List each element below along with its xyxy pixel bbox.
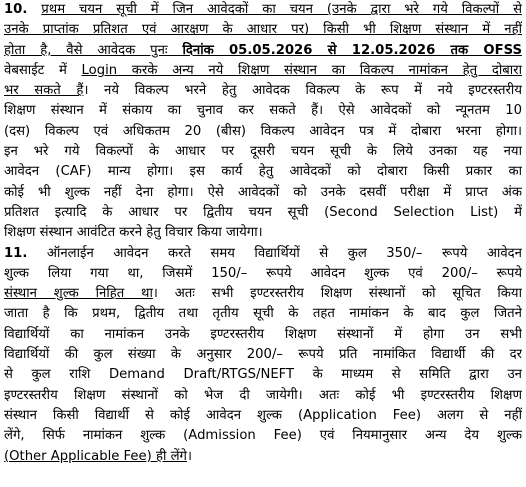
paragraph-11-line-8: इण्टरस्तरीय शिक्षण संस्थानों को भेज दी जायेगी। अतः कोई भी इण्टरस्तरीय शिक्षण xyxy=(4,387,522,403)
paragraph-10-number: 10. xyxy=(4,2,28,17)
paragraph-10-line-4 xyxy=(4,61,522,81)
paragraph-10-line-11: प्रतिशत इत्यादि के आधार पर द्वितीय चयन सूची (Second Selection List) में xyxy=(4,204,522,220)
paragraph-11-line-9: संस्थान किसी विद्यार्थी से कोई आवेदन शुल्क (Application Fee) अलग से नहीं xyxy=(4,407,522,423)
paragraph-11-text: संस्थान शुल्क निहित था xyxy=(4,286,153,302)
paragraph-11 xyxy=(4,244,522,467)
paragraph-10-line-3 xyxy=(4,41,522,61)
paragraph-10-text: वेबसाईट में xyxy=(4,62,82,78)
notice-document xyxy=(4,0,522,467)
paragraph-10-line-2: उनके प्राप्तांक प्रतिशत एवं आरक्षण के आधार पर) किसी भी शिक्षण संस्थान में नहीं xyxy=(4,22,522,38)
paragraph-10-text: । नये विकल्प भरने हेतु आवेदक विकल्प के रूप में नये इण्टरस्तरीय xyxy=(83,83,522,99)
paragraph-11-line-10: लेंगे, सिर्फ नामांकन शुल्क (Admission Fee) एवं नियमानुसार अन्य देय शुल्क xyxy=(4,428,522,444)
login-instruction: Login करके अन्य नये शिक्षण संस्थान का विकल्प नामांकन हेतु दोबारा xyxy=(81,62,522,78)
paragraph-10-line-12: शिक्षण संस्थान आवंटित करने हेतु विचार किया जायेगा। xyxy=(4,225,263,241)
paragraph-11-line-2: शुल्क लिया गया था, जिसमें 150/– रूपये आवेदन शुल्क एवं 200/– रूपये xyxy=(4,265,522,281)
paragraph-10-line-5 xyxy=(4,81,522,101)
paragraph-11-line-7: से कुल राशि Demand Draft/RTGS/NEFT के माध्यम से समिति द्वारा उन xyxy=(4,367,522,383)
date-range-highlight: दिनांक 05.05.2026 से 12.05.2026 तक OFSS xyxy=(182,42,522,58)
paragraph-11-number: 11. xyxy=(4,245,28,261)
paragraph-11-line-11 xyxy=(4,447,522,467)
paragraph-11-line-5: विद्यार्थियों का नामांकन उनके इण्टरस्तरीय शिक्षण संस्थानों में होगा उन सभी xyxy=(4,326,522,342)
paragraph-11-line-3 xyxy=(4,284,522,304)
paragraph-10-line-10: कोई भी शुल्क नहीं देना होगा। ऐसे आवेदकों को उनके दसवीं परीक्षा में प्राप्त अंक xyxy=(4,184,522,200)
paragraph-11-text: । अतः सभी इण्टरस्तरीय शिक्षण संस्थानों को सूचित किया xyxy=(152,286,522,302)
paragraph-10-text: होता है, वैसे आवेदक पुनः xyxy=(4,42,183,58)
paragraph-10-text: भर सकते हैं xyxy=(4,83,84,99)
paragraph-10-text: प्रथम चयन सूची में जिन आवेदकों का चयन (उनके द्वारा भरे गये विकल्पों से xyxy=(41,2,522,17)
paragraph-11-text: (Other Applicable Fee) ही लेंगे xyxy=(4,448,187,464)
paragraph-10-line-6: शिक्षण संस्थान में संकाय का चुनाव कर सकते हैं। ऐसे आवेदकों को न्यूनतम 10 xyxy=(4,103,522,119)
paragraph-11-line-4: जाता है कि प्रथम, द्वितीय तथा तृतीय सूची के तहत नामांकन के बाद कुल जितने xyxy=(4,306,522,322)
paragraph-10 xyxy=(4,0,522,244)
paragraph-10-line-9: आवेदन (CAF) मान्य होगा। इस कार्य हेतु आवेदकों को दोबारा किसी प्रकार का xyxy=(4,164,522,180)
paragraph-11-text: । xyxy=(186,448,192,464)
paragraph-11-text: ऑनलाईन आवेदन करते समय विद्यार्थियों से कुल 350/– रूपये आवेदन xyxy=(46,245,522,261)
paragraph-11-line-1 xyxy=(4,244,522,264)
paragraph-10-line-8: इन भरे गये विकल्पों के आधार पर दूसरी चयन सूची के लिये उनका यह नया xyxy=(4,144,522,160)
paragraph-11-line-6: विद्यार्थियों की कुल संख्या के अनुसार 200/– रूपये प्रति नामांकित विद्यार्थी की दर xyxy=(4,347,522,363)
paragraph-10-line-7: (दस) विकल्प एवं अधिकतम 20 (बीस) विकल्प आवेदन पत्र में दोबारा भरना होगा। xyxy=(4,123,522,139)
paragraph-10-line-1 xyxy=(4,0,522,20)
